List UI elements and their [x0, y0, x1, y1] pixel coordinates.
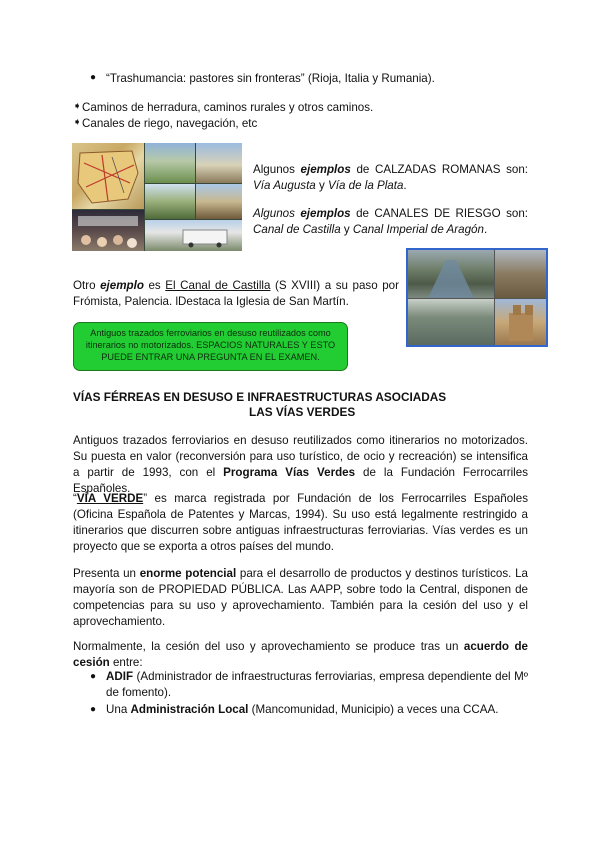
spain-map-image — [72, 143, 144, 209]
list-item: ➧ Canales de riego, navegación, etc — [73, 117, 258, 130]
bullet-icon: ● — [90, 704, 97, 715]
boats-photo — [408, 299, 494, 345]
bullet-icon: ● — [90, 72, 97, 83]
canal-lock-photo — [408, 250, 494, 298]
canales-paragraph: Algunos ejemplos de CANALES DE RIESGO son: Canal de Castilla y Canal Imperial de Aragón. — [253, 207, 528, 236]
arrow-bullet-icon: ➧ — [73, 101, 82, 112]
list-item: ● ADIF (Administrador de infraestructuras ferroviarias, empresa dependiente del Mº de fomento). — [90, 670, 528, 699]
sheep-photo — [196, 143, 242, 183]
bullet-icon: ● — [90, 671, 97, 682]
exam-note-box: Antiguos trazados ferroviarios en desuso reutilizados como itinerarios no motorizados. ESPACIOS NATURALES Y ESTO PUEDE ENTRAR UNA PREGUNTA EN EL EXAMEN. — [73, 322, 348, 371]
meeting-photo — [72, 210, 144, 251]
roman-roads-photo-collage — [72, 143, 242, 251]
intro-paragraph: Antiguos trazados ferroviarios en desuso reutilizados como itinerarios no motorizados. Su puesta en valor (reconversión para uso turístico, de ocio y recreación) se intensifica a partir de 1993, con el Programa Vías Verdes de la Fundación Ferrocarriles Españoles. — [73, 434, 528, 495]
cesion-list — [90, 669, 528, 718]
church-photo — [495, 299, 546, 345]
potencial-paragraph: Presenta un enorme potencial para el desarrollo de productos y destinos turísticos. La mayoría son de PROPIEDAD PÚBLICA. Las AAPP, sobre todo la Central, disponen de competencias para su uso y aprovechamiento. También para la cesión del uso y el aprovechamiento. — [73, 567, 528, 628]
arrow-list — [73, 101, 373, 133]
lock-gate-photo — [495, 250, 546, 298]
canal-photo — [145, 143, 195, 183]
section-heading: VÍAS FÉRREAS EN DESUSO E INFRAESTRUCTURAS ASOCIADAS LAS VÍAS VERDES — [73, 390, 447, 419]
cesion-paragraph: Normalmente, la cesión del uso y aprovechamiento se produce tras un acuerdo de cesión entre: — [73, 640, 529, 669]
top-bullet: ● “Trashumancia: pastores sin fronteras” (Rioja, Italia y Rumania). — [90, 72, 435, 85]
calzadas-paragraph: Algunos ejemplos de CALZADAS ROMANAS son: Vía Augusta y Vía de la Plata. — [253, 163, 528, 192]
via-verde-paragraph: “VÍA VERDE” es marca registrada por Fundación de los Ferrocarriles Españoles (Oficina Española de Patentes y Marcas, 1994). Su uso está legalmente restringido a itinerarios que discurren sobre antiguas infraestructuras ferroviarias. Vías verdes es un proyecto que se exporta a otros países del mundo. — [73, 492, 529, 553]
bus-photo — [145, 220, 242, 251]
canal-castilla-photo-collage — [406, 248, 548, 347]
landscape-photo — [145, 184, 195, 219]
castilla-paragraph: Otro ejemplo es El Canal de Castilla (S XVIII) a su paso por Frómista, Palencia. lDestaca la Iglesia de San Martín. — [73, 279, 399, 308]
herd-photo — [196, 184, 242, 219]
list-item: ● Una Administración Local (Mancomunidad, Municipio) a veces una CCAA. — [90, 703, 499, 716]
list-item: ➧ Caminos de herradura, caminos rurales y otros caminos. — [73, 101, 374, 114]
arrow-bullet-icon: ➧ — [73, 117, 82, 128]
